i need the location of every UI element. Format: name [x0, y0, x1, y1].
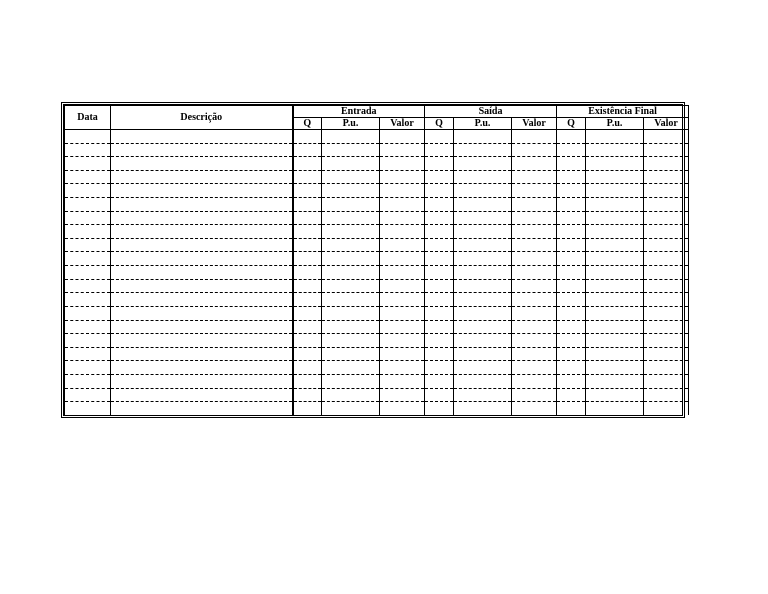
- cell-entrada-q: [293, 238, 322, 252]
- cell-entrada-valor: [380, 184, 425, 198]
- cell-existencia-valor: [644, 279, 689, 293]
- cell-saida-q: [425, 225, 454, 239]
- cell-existencia-q: [557, 157, 586, 171]
- cell-entrada-q: [293, 293, 322, 307]
- table-row: [65, 320, 689, 334]
- cell-existencia-pu: [586, 252, 644, 266]
- cell-existencia-valor: [644, 211, 689, 225]
- table-row: [65, 374, 689, 388]
- cell-date: [65, 361, 111, 375]
- cell-existencia-q: [557, 279, 586, 293]
- cell-entrada-q: [293, 184, 322, 198]
- cell-saida-pu: [454, 374, 512, 388]
- cell-date: [65, 225, 111, 239]
- cell-existencia-valor: [644, 157, 689, 171]
- header-date: Data: [65, 106, 111, 130]
- cell-description: [111, 211, 293, 225]
- cell-date: [65, 211, 111, 225]
- cell-entrada-q: [293, 211, 322, 225]
- cell-entrada-valor: [380, 238, 425, 252]
- cell-entrada-valor: [380, 266, 425, 280]
- cell-saida-q: [425, 320, 454, 334]
- cell-saida-valor: [512, 388, 557, 402]
- table-row: [65, 266, 689, 280]
- ledger-table: [64, 105, 689, 415]
- cell-entrada-valor: [380, 334, 425, 348]
- cell-existencia-pu: [586, 184, 644, 198]
- cell-entrada-q: [293, 143, 322, 157]
- cell-entrada-pu: [322, 320, 380, 334]
- cell-entrada-pu: [322, 157, 380, 171]
- table-row: [65, 306, 689, 320]
- cell-saida-q: [425, 252, 454, 266]
- cell-existencia-pu: [586, 211, 644, 225]
- cell-existencia-q: [557, 388, 586, 402]
- cell-entrada-q: [293, 306, 322, 320]
- header-group-existencia-final: Existência Final: [557, 106, 689, 118]
- cell-existencia-pu: [586, 266, 644, 280]
- cell-existencia-pu: [586, 306, 644, 320]
- cell-saida-q: [425, 266, 454, 280]
- table-row: [65, 334, 689, 348]
- cell-date: [65, 238, 111, 252]
- cell-entrada-valor: [380, 225, 425, 239]
- cell-entrada-q: [293, 170, 322, 184]
- cell-saida-valor: [512, 238, 557, 252]
- cell-date: [65, 184, 111, 198]
- cell-entrada-valor: [380, 211, 425, 225]
- cell-description: [111, 334, 293, 348]
- cell-date: [65, 198, 111, 212]
- cell-entrada-pu: [322, 293, 380, 307]
- cell-existencia-q: [557, 347, 586, 361]
- cell-description: [111, 266, 293, 280]
- cell-existencia-q: [557, 211, 586, 225]
- cell-entrada-valor: [380, 306, 425, 320]
- cell-saida-valor: [512, 225, 557, 239]
- cell-entrada-pu: [322, 225, 380, 239]
- cell-entrada-pu: [322, 361, 380, 375]
- cell-saida-valor: [512, 170, 557, 184]
- table-row: [65, 225, 689, 239]
- cell-existencia-q: [557, 361, 586, 375]
- cell-entrada-pu: [322, 388, 380, 402]
- table-row: [65, 293, 689, 307]
- cell-entrada-valor: [380, 388, 425, 402]
- cell-entrada-valor: [380, 402, 425, 415]
- cell-existencia-pu: [586, 320, 644, 334]
- cell-saida-q: [425, 388, 454, 402]
- cell-existencia-pu: [586, 293, 644, 307]
- cell-date: [65, 252, 111, 266]
- cell-existencia-valor: [644, 293, 689, 307]
- cell-entrada-valor: [380, 130, 425, 144]
- cell-saida-valor: [512, 293, 557, 307]
- cell-saida-pu: [454, 184, 512, 198]
- cell-existencia-pu: [586, 143, 644, 157]
- cell-saida-q: [425, 293, 454, 307]
- table-row: [65, 361, 689, 375]
- cell-date: [65, 334, 111, 348]
- cell-existencia-q: [557, 320, 586, 334]
- cell-saida-q: [425, 198, 454, 212]
- cell-saida-q: [425, 306, 454, 320]
- cell-saida-pu: [454, 252, 512, 266]
- cell-date: [65, 279, 111, 293]
- cell-saida-q: [425, 347, 454, 361]
- cell-existencia-valor: [644, 374, 689, 388]
- cell-saida-valor: [512, 252, 557, 266]
- cell-description: [111, 238, 293, 252]
- cell-entrada-pu: [322, 402, 380, 415]
- cell-description: [111, 306, 293, 320]
- cell-date: [65, 347, 111, 361]
- cell-description: [111, 374, 293, 388]
- cell-saida-q: [425, 143, 454, 157]
- cell-entrada-valor: [380, 198, 425, 212]
- cell-entrada-q: [293, 225, 322, 239]
- cell-existencia-pu: [586, 225, 644, 239]
- cell-saida-q: [425, 157, 454, 171]
- cell-saida-valor: [512, 157, 557, 171]
- header-saida-q: Q: [425, 118, 454, 130]
- cell-date: [65, 402, 111, 415]
- cell-existencia-valor: [644, 252, 689, 266]
- cell-entrada-pu: [322, 238, 380, 252]
- cell-entrada-valor: [380, 374, 425, 388]
- cell-entrada-valor: [380, 170, 425, 184]
- cell-existencia-valor: [644, 402, 689, 415]
- cell-entrada-pu: [322, 198, 380, 212]
- cell-entrada-q: [293, 374, 322, 388]
- cell-saida-valor: [512, 130, 557, 144]
- cell-entrada-valor: [380, 320, 425, 334]
- cell-entrada-pu: [322, 130, 380, 144]
- cell-entrada-pu: [322, 266, 380, 280]
- cell-existencia-q: [557, 225, 586, 239]
- cell-description: [111, 130, 293, 144]
- header-group-saida: Saída: [425, 106, 557, 118]
- table-row: [65, 170, 689, 184]
- cell-entrada-valor: [380, 157, 425, 171]
- cell-description: [111, 347, 293, 361]
- cell-entrada-valor: [380, 279, 425, 293]
- cell-entrada-pu: [322, 252, 380, 266]
- table-row: [65, 238, 689, 252]
- cell-existencia-q: [557, 130, 586, 144]
- cell-entrada-pu: [322, 211, 380, 225]
- header-saida-pu: P.u.: [454, 118, 512, 130]
- cell-saida-valor: [512, 198, 557, 212]
- cell-saida-q: [425, 130, 454, 144]
- table-row: [65, 402, 689, 415]
- header-entrada-q: Q: [293, 118, 322, 130]
- header-group-entrada: Entrada: [293, 106, 425, 118]
- cell-description: [111, 143, 293, 157]
- cell-saida-valor: [512, 334, 557, 348]
- cell-entrada-q: [293, 279, 322, 293]
- header-existencia-valor: Valor: [644, 118, 689, 130]
- cell-saida-q: [425, 238, 454, 252]
- cell-existencia-pu: [586, 238, 644, 252]
- cell-existencia-q: [557, 306, 586, 320]
- cell-description: [111, 293, 293, 307]
- cell-entrada-q: [293, 334, 322, 348]
- cell-saida-q: [425, 279, 454, 293]
- cell-date: [65, 320, 111, 334]
- cell-existencia-pu: [586, 347, 644, 361]
- cell-saida-pu: [454, 361, 512, 375]
- cell-saida-pu: [454, 306, 512, 320]
- cell-description: [111, 157, 293, 171]
- cell-description: [111, 320, 293, 334]
- cell-saida-pu: [454, 293, 512, 307]
- cell-saida-valor: [512, 320, 557, 334]
- cell-saida-pu: [454, 157, 512, 171]
- cell-existencia-valor: [644, 266, 689, 280]
- cell-date: [65, 170, 111, 184]
- cell-entrada-q: [293, 347, 322, 361]
- cell-saida-valor: [512, 266, 557, 280]
- cell-existencia-pu: [586, 388, 644, 402]
- cell-date: [65, 388, 111, 402]
- cell-saida-pu: [454, 347, 512, 361]
- cell-entrada-q: [293, 388, 322, 402]
- cell-existencia-valor: [644, 347, 689, 361]
- cell-entrada-pu: [322, 347, 380, 361]
- cell-saida-pu: [454, 143, 512, 157]
- stock-ledger-form: [61, 102, 685, 418]
- cell-existencia-pu: [586, 361, 644, 375]
- table-row: [65, 211, 689, 225]
- table-row: [65, 388, 689, 402]
- cell-entrada-q: [293, 252, 322, 266]
- cell-entrada-q: [293, 402, 322, 415]
- cell-existencia-q: [557, 374, 586, 388]
- cell-entrada-q: [293, 361, 322, 375]
- cell-saida-q: [425, 402, 454, 415]
- cell-existencia-pu: [586, 198, 644, 212]
- cell-existencia-pu: [586, 402, 644, 415]
- cell-existencia-valor: [644, 184, 689, 198]
- cell-existencia-valor: [644, 388, 689, 402]
- cell-description: [111, 170, 293, 184]
- cell-description: [111, 225, 293, 239]
- cell-saida-valor: [512, 143, 557, 157]
- cell-saida-pu: [454, 320, 512, 334]
- cell-entrada-pu: [322, 143, 380, 157]
- cell-date: [65, 306, 111, 320]
- cell-existencia-valor: [644, 225, 689, 239]
- cell-description: [111, 252, 293, 266]
- cell-existencia-q: [557, 184, 586, 198]
- cell-existencia-pu: [586, 334, 644, 348]
- cell-existencia-valor: [644, 306, 689, 320]
- table-row: [65, 130, 689, 144]
- cell-saida-pu: [454, 198, 512, 212]
- cell-existencia-pu: [586, 374, 644, 388]
- cell-entrada-valor: [380, 347, 425, 361]
- table-row: [65, 157, 689, 171]
- cell-saida-q: [425, 184, 454, 198]
- cell-entrada-pu: [322, 334, 380, 348]
- cell-entrada-valor: [380, 252, 425, 266]
- cell-saida-pu: [454, 211, 512, 225]
- cell-saida-q: [425, 334, 454, 348]
- cell-entrada-pu: [322, 374, 380, 388]
- table-row: [65, 143, 689, 157]
- cell-entrada-q: [293, 320, 322, 334]
- cell-existencia-valor: [644, 170, 689, 184]
- cell-description: [111, 388, 293, 402]
- cell-existencia-q: [557, 170, 586, 184]
- cell-saida-pu: [454, 225, 512, 239]
- cell-existencia-pu: [586, 170, 644, 184]
- cell-saida-valor: [512, 211, 557, 225]
- cell-existencia-valor: [644, 198, 689, 212]
- header-description: Descrição: [111, 106, 293, 130]
- cell-entrada-valor: [380, 361, 425, 375]
- cell-entrada-pu: [322, 306, 380, 320]
- cell-saida-valor: [512, 402, 557, 415]
- cell-existencia-pu: [586, 130, 644, 144]
- cell-entrada-valor: [380, 143, 425, 157]
- cell-saida-pu: [454, 388, 512, 402]
- table-row: [65, 279, 689, 293]
- cell-saida-pu: [454, 334, 512, 348]
- cell-existencia-q: [557, 252, 586, 266]
- cell-entrada-q: [293, 157, 322, 171]
- cell-saida-pu: [454, 130, 512, 144]
- cell-existencia-valor: [644, 320, 689, 334]
- header-saida-valor: Valor: [512, 118, 557, 130]
- cell-description: [111, 361, 293, 375]
- cell-existencia-valor: [644, 334, 689, 348]
- cell-existencia-valor: [644, 143, 689, 157]
- cell-saida-q: [425, 374, 454, 388]
- cell-saida-q: [425, 211, 454, 225]
- cell-saida-pu: [454, 402, 512, 415]
- cell-existencia-q: [557, 266, 586, 280]
- header-entrada-valor: Valor: [380, 118, 425, 130]
- cell-entrada-pu: [322, 279, 380, 293]
- table-row: [65, 198, 689, 212]
- cell-entrada-pu: [322, 184, 380, 198]
- cell-entrada-q: [293, 130, 322, 144]
- cell-existencia-q: [557, 143, 586, 157]
- cell-saida-valor: [512, 347, 557, 361]
- cell-saida-pu: [454, 279, 512, 293]
- cell-existencia-pu: [586, 279, 644, 293]
- cell-entrada-valor: [380, 293, 425, 307]
- cell-saida-pu: [454, 266, 512, 280]
- cell-description: [111, 198, 293, 212]
- cell-date: [65, 293, 111, 307]
- cell-saida-pu: [454, 238, 512, 252]
- cell-saida-valor: [512, 184, 557, 198]
- cell-saida-valor: [512, 306, 557, 320]
- cell-entrada-q: [293, 198, 322, 212]
- ledger-body: [65, 130, 689, 416]
- header-entrada-pu: P.u.: [322, 118, 380, 130]
- table-row: [65, 347, 689, 361]
- cell-existencia-q: [557, 334, 586, 348]
- cell-date: [65, 143, 111, 157]
- cell-date: [65, 266, 111, 280]
- cell-saida-q: [425, 170, 454, 184]
- header-existencia-pu: P.u.: [586, 118, 644, 130]
- cell-existencia-q: [557, 198, 586, 212]
- cell-entrada-q: [293, 266, 322, 280]
- cell-saida-valor: [512, 279, 557, 293]
- table-row: [65, 252, 689, 266]
- cell-description: [111, 279, 293, 293]
- cell-date: [65, 157, 111, 171]
- table-row: [65, 184, 689, 198]
- cell-saida-pu: [454, 170, 512, 184]
- cell-existencia-valor: [644, 238, 689, 252]
- cell-existencia-pu: [586, 157, 644, 171]
- cell-saida-valor: [512, 374, 557, 388]
- header-existencia-q: Q: [557, 118, 586, 130]
- cell-saida-valor: [512, 361, 557, 375]
- cell-existencia-q: [557, 402, 586, 415]
- cell-saida-q: [425, 361, 454, 375]
- cell-existencia-valor: [644, 361, 689, 375]
- cell-entrada-pu: [322, 170, 380, 184]
- cell-date: [65, 130, 111, 144]
- cell-existencia-q: [557, 293, 586, 307]
- cell-description: [111, 402, 293, 415]
- cell-existencia-q: [557, 238, 586, 252]
- cell-description: [111, 184, 293, 198]
- cell-date: [65, 374, 111, 388]
- cell-existencia-valor: [644, 130, 689, 144]
